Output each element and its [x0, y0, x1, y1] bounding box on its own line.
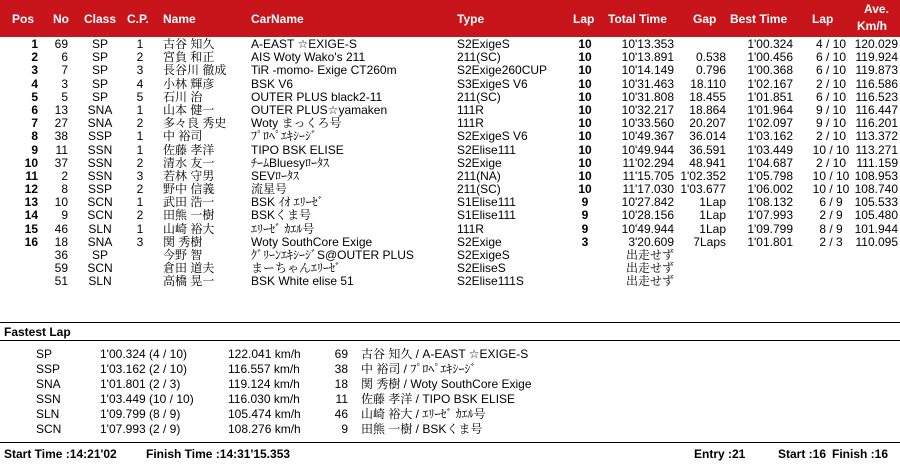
cell-total: 10'32.217: [621, 102, 674, 117]
cell-car: A-EAST ☆EXIGE-S: [251, 37, 357, 51]
header-name: Name: [163, 12, 196, 26]
cell-type: S2Elise111: [457, 142, 516, 157]
cell-car: SEVﾛｰﾀｽ: [251, 168, 300, 183]
table-row: [0, 236, 900, 249]
fl-time: 1'09.799 (8 / 9): [100, 407, 181, 421]
cell-class: SLN: [88, 274, 112, 289]
cell-total: 11'17.030: [622, 182, 674, 197]
cell-type: 111R: [457, 116, 484, 131]
fl-no: 9: [341, 422, 348, 436]
cell-gap: 1Lap: [699, 208, 726, 223]
cell-cp: 1: [136, 129, 144, 144]
cell-ave: 116.586: [855, 76, 898, 91]
fl-speed: 116.557 km/h: [228, 362, 300, 376]
cell-best: 1'05.798: [747, 168, 793, 183]
cell-total: 10'49.944: [621, 142, 674, 157]
cell-type: S1Elise111: [457, 195, 516, 210]
fl-class: SP: [36, 347, 53, 361]
cell-ave: 116.201: [855, 116, 898, 131]
finish-time: Finish Time :14:31'15.353: [146, 447, 291, 461]
cell-best: 1'01.801: [747, 234, 793, 249]
cell-best: 1'02.097: [747, 116, 793, 131]
cell-cp: 2: [136, 208, 144, 223]
cell-best-lap: 2 / 10: [815, 155, 847, 170]
footer-bar: [0, 443, 900, 465]
cell-no: 46: [54, 221, 68, 236]
table-row: [0, 209, 900, 222]
cell-pos: 4: [31, 76, 38, 91]
fastest-lap-row: [0, 407, 900, 422]
cell-class: SCN: [87, 261, 113, 276]
cell-class: SLN: [88, 221, 112, 236]
cell-best-lap: 4 / 10: [815, 37, 847, 51]
cell-ave: 113.271: [855, 142, 898, 157]
header-type: Type: [457, 12, 485, 26]
cell-name: 山崎 裕大: [163, 221, 215, 236]
cell-car: TiR -momo- Exige CT260m: [251, 63, 397, 78]
cell-class: SSP: [87, 182, 112, 197]
cell-ave: 105.480: [854, 208, 898, 223]
cell-cp: 5: [136, 89, 144, 104]
cell-best-lap: 10 / 10: [812, 168, 850, 183]
cell-best-lap: 6 / 10: [815, 63, 847, 78]
fastest-lap-row: [0, 392, 900, 407]
cell-ave: 111.159: [856, 155, 898, 170]
cell-total: 出走せず: [625, 261, 674, 276]
cell-name: 石川 治: [163, 89, 203, 104]
cell-type: S2ExigeS: [457, 37, 510, 51]
cell-no: 5: [61, 89, 68, 104]
cell-class: SP: [91, 63, 108, 78]
cell-no: 8: [61, 182, 68, 197]
cell-name: 武田 浩一: [163, 195, 215, 210]
cell-type: S2ExigeS: [457, 248, 510, 262]
fl-no: 38: [334, 362, 348, 376]
cell-cp: 1: [136, 37, 144, 51]
cell-lap: 9: [581, 221, 589, 236]
fl-speed: 105.474 km/h: [228, 407, 301, 421]
cell-car: ﾁｰﾑBluesyﾛｰﾀｽ: [251, 155, 330, 170]
cell-class: SP: [91, 248, 108, 262]
fl-class: SSP: [36, 362, 61, 376]
cell-ave: 108.953: [854, 168, 898, 183]
cell-car: ｴﾘｰｾﾞ ｶｴﾙ号: [251, 221, 315, 236]
fl-no: 46: [334, 407, 348, 421]
cell-cp: 3: [136, 63, 144, 78]
cell-total: 10'33.560: [621, 116, 674, 131]
cell-pos: 12: [24, 182, 38, 197]
cell-car: BSK White elise 51: [251, 274, 354, 289]
cell-lap: 3: [581, 234, 589, 249]
cell-best-lap: 2 / 3: [819, 234, 843, 249]
fastest-lap-table: [0, 340, 900, 443]
header-cp: C.P.: [127, 12, 149, 26]
table-row: [0, 275, 900, 288]
cell-class: SNA: [87, 116, 113, 131]
table-row: [0, 78, 900, 91]
cell-car: AIS Woty Wako's 211: [251, 50, 366, 65]
cell-gap: 7Laps: [693, 234, 726, 249]
cell-car: BSK ｲｵ ｴﾘｰｾﾞ: [251, 195, 324, 210]
cell-class: SP: [91, 89, 108, 104]
cell-pos: 14: [24, 208, 38, 223]
fl-driver: 佐藤 孝洋 / TIPO BSK ELISE: [361, 392, 516, 406]
cell-lap: 10: [578, 37, 592, 51]
cell-no: 7: [61, 63, 68, 78]
cell-type: S2Exige260CUP: [457, 63, 548, 78]
cell-lap: 10: [578, 142, 592, 157]
cell-class: SSP: [87, 129, 112, 144]
cell-name: 今野 智: [163, 248, 203, 262]
cell-total: 10'13.353: [621, 37, 674, 51]
header-class: Class: [84, 12, 117, 26]
cell-total: 3'20.609: [628, 234, 674, 249]
cell-car: BSK V6: [251, 76, 294, 91]
table-row: [0, 130, 900, 143]
fl-speed: 108.276 km/h: [228, 422, 301, 436]
cell-gap: 1Lap: [699, 195, 726, 210]
cell-class: SCN: [87, 208, 113, 223]
cell-type: S2Elise111S: [457, 274, 524, 289]
fl-driver: 関 秀樹 / Woty SouthCore Exige: [361, 377, 532, 391]
fl-driver: 古谷 知久 / A-EAST ☆EXIGE-S: [361, 347, 529, 361]
fl-time: 1'03.449 (10 / 10): [100, 392, 194, 406]
fl-time: 1'00.324 (4 / 10): [100, 347, 188, 361]
cell-name: 小林 輝彦: [163, 76, 215, 91]
cell-best-lap: 6 / 9: [819, 195, 843, 210]
cell-gap: 1Lap: [699, 221, 726, 236]
cell-no: 38: [54, 129, 68, 144]
cell-ave: 119.924: [855, 50, 898, 65]
cell-best-lap: 10 / 10: [812, 182, 850, 197]
cell-car: ﾌﾟﾛﾍﾟｴｷｼｰｼﾞ: [251, 129, 318, 144]
table-row: [0, 157, 900, 170]
cell-cp: 1: [136, 142, 144, 157]
cell-no: 27: [54, 116, 68, 131]
results-header-row: [0, 0, 900, 37]
cell-total: 10'27.842: [621, 195, 674, 210]
cell-car: 流星号: [251, 182, 288, 197]
fastest-lap-row: [0, 347, 900, 362]
cell-best-lap: 6 / 10: [815, 50, 847, 65]
cell-best: 1'00.324: [747, 37, 793, 51]
cell-best: 1'04.687: [747, 155, 793, 170]
cell-car: OUTER PLUS black2-11: [251, 89, 383, 104]
cell-gap: 18.455: [689, 89, 726, 104]
cell-name: 若林 守男: [163, 168, 215, 183]
cell-gap: 20.207: [689, 116, 726, 131]
cell-lap: 10: [578, 50, 592, 65]
cell-lap: 10: [578, 129, 592, 144]
table-row: [0, 64, 900, 77]
cell-best-lap: 10 / 10: [812, 142, 850, 157]
table-row: [0, 223, 900, 236]
cell-total: 11'02.294: [622, 155, 674, 170]
header-gap: Gap: [693, 12, 717, 26]
fl-no: 18: [334, 377, 348, 391]
cell-best-lap: 2 / 10: [815, 76, 847, 91]
cell-type: S2Exige: [457, 155, 502, 170]
cell-gap: 18.110: [690, 76, 726, 91]
cell-lap: 10: [578, 168, 592, 183]
fl-class: SSN: [36, 392, 61, 406]
cell-no: 18: [54, 234, 68, 249]
table-row: [0, 91, 900, 104]
cell-pos: 2: [31, 50, 38, 65]
cell-best: 1'08.132: [747, 195, 793, 210]
cell-total: 10'28.156: [621, 208, 674, 223]
cell-no: 69: [54, 37, 68, 51]
cell-no: 36: [54, 248, 68, 262]
cell-gap: 0.796: [695, 63, 726, 78]
cell-total: 10'13.891: [621, 50, 674, 65]
cell-no: 37: [54, 155, 68, 170]
cell-pos: 6: [31, 102, 38, 117]
cell-best: 1'03.162: [747, 129, 793, 144]
cell-type: 111R: [457, 221, 484, 236]
fl-speed: 122.041 km/h: [228, 347, 301, 361]
cell-total: 11'15.705: [622, 168, 674, 183]
cell-car: TIPO BSK ELISE: [251, 142, 344, 157]
cell-best-lap: 8 / 9: [819, 221, 843, 236]
cell-cp: 1: [136, 195, 144, 210]
cell-name: 佐藤 孝洋: [163, 142, 215, 157]
cell-name: 中 裕司: [163, 129, 203, 144]
cell-no: 6: [61, 50, 68, 65]
cell-total: 10'49.367: [621, 129, 674, 144]
cell-cp: 2: [136, 50, 144, 65]
fl-speed: 119.124 km/h: [228, 377, 300, 391]
cell-pos: 15: [24, 221, 38, 236]
header-pos: Pos: [12, 12, 35, 26]
fl-speed: 116.030 km/h: [228, 392, 300, 406]
cell-pos: 7: [31, 116, 38, 131]
cell-name: 清水 友一: [163, 155, 215, 170]
cell-car: ｸﾞﾘｰﾝｴｷｼｰｼﾞS@OUTER PLUS: [251, 248, 414, 262]
header-best-lap: Lap: [812, 12, 834, 26]
cell-cp: 1: [136, 221, 144, 236]
cell-type: 211(SC): [457, 50, 501, 65]
cell-total: 10'49.944: [621, 221, 674, 236]
header-no: No: [53, 12, 69, 26]
table-row: [0, 262, 900, 275]
cell-lap: 10: [578, 63, 592, 78]
cell-gap: 18.864: [689, 102, 726, 117]
cell-name: 高橋 晃一: [163, 274, 215, 289]
cell-ave: 113.372: [855, 129, 898, 144]
cell-pos: 13: [24, 195, 38, 210]
cell-best: 1'01.851: [747, 89, 793, 104]
cell-ave: 120.029: [854, 37, 898, 51]
cell-car: BSKくま号: [251, 208, 312, 223]
fl-no: 11: [335, 392, 348, 406]
cell-name: 関 秀樹: [163, 234, 203, 249]
cell-pos: 16: [24, 234, 38, 249]
cell-gap: 0.538: [695, 50, 726, 65]
cell-best-lap: 9 / 10: [815, 116, 847, 131]
fastest-lap-row: [0, 377, 900, 392]
cell-ave: 110.095: [855, 234, 898, 249]
cell-name: 田熊 一樹: [163, 208, 215, 223]
cell-type: 211(SC): [457, 182, 501, 197]
cell-pos: 8: [31, 129, 38, 144]
fl-driver: 中 裕司 / ﾌﾟﾛﾍﾟｴｷｼｰｼﾞ: [361, 362, 477, 376]
cell-best: 1'01.964: [747, 102, 793, 117]
fl-no: 69: [334, 347, 348, 361]
fl-class: SNA: [36, 377, 61, 391]
cell-name: 多々良 秀史: [163, 116, 227, 131]
cell-best: 1'07.993: [747, 208, 793, 223]
finish-count: Finish :16: [832, 447, 889, 461]
cell-name: 古谷 知久: [163, 37, 215, 51]
cell-no: 3: [61, 76, 68, 91]
cell-no: 59: [54, 261, 68, 276]
cell-type: S1Elise111: [457, 208, 516, 223]
entry-count: Entry :21: [694, 447, 746, 461]
cell-lap: 9: [581, 208, 589, 223]
start-time: Start Time :14:21'02: [4, 447, 117, 461]
cell-gap: 48.941: [689, 155, 726, 170]
cell-class: SNA: [87, 102, 113, 117]
results-table: [0, 38, 900, 289]
cell-no: 11: [55, 142, 68, 157]
cell-lap: 10: [578, 102, 592, 117]
cell-type: 111R: [457, 102, 484, 117]
cell-name: 野中 信義: [163, 182, 215, 197]
cell-lap: 10: [578, 182, 592, 197]
cell-pos: 9: [31, 142, 38, 157]
fl-time: 1'01.801 (2 / 3): [100, 377, 181, 391]
cell-lap: 10: [578, 155, 592, 170]
cell-lap: 10: [578, 76, 592, 91]
cell-gap: 1'03.677: [680, 182, 726, 197]
cell-total: 出走せず: [625, 274, 674, 289]
cell-cp: 1: [136, 102, 144, 117]
cell-car: Woty SouthCore Exige: [251, 234, 373, 249]
cell-pos: 10: [24, 155, 38, 170]
cell-no: 2: [61, 168, 68, 183]
cell-name: 倉田 道夫: [163, 261, 215, 276]
cell-type: S2Exige: [457, 234, 502, 249]
cell-best: 1'02.167: [747, 76, 793, 91]
cell-best-lap: 2 / 10: [815, 129, 847, 144]
cell-class: SP: [91, 37, 108, 51]
cell-best: 1'06.002: [747, 182, 793, 197]
cell-ave: 119.873: [855, 63, 898, 78]
cell-class: SSN: [87, 168, 113, 183]
cell-ave: 105.533: [854, 195, 898, 210]
fl-time: 1'07.993 (2 / 9): [100, 422, 181, 436]
cell-name: 山本 健一: [163, 102, 215, 117]
cell-class: SCN: [87, 195, 113, 210]
cell-best: 1'03.449: [747, 142, 793, 157]
cell-best-lap: 6 / 10: [815, 89, 847, 104]
header-lap: Lap: [573, 12, 595, 26]
cell-ave: 108.740: [854, 182, 898, 197]
table-row: [0, 144, 900, 157]
fl-driver: 山崎 裕大 / ｴﾘｰｾﾞ ｶｴﾙ号: [361, 407, 486, 421]
fl-class: SLN: [36, 407, 60, 421]
cell-lap: 10: [578, 116, 592, 131]
cell-class: SSN: [87, 142, 113, 157]
cell-name: 長谷川 徹成: [163, 63, 227, 78]
cell-cp: 3: [136, 234, 144, 249]
fl-driver: 田熊 一樹 / BSKくま号: [361, 422, 483, 436]
header-ave-line1: Ave.: [864, 2, 889, 16]
cell-type: 211(SC): [457, 89, 501, 104]
cell-class: SNA: [87, 234, 113, 249]
cell-name: 宮負 和正: [163, 50, 215, 65]
fastest-lap-row: [0, 362, 900, 377]
cell-best-lap: 9 / 10: [815, 102, 847, 117]
cell-gap: 36.591: [689, 142, 726, 157]
cell-total: 10'31.463: [621, 76, 674, 91]
cell-type: 211(NA): [457, 168, 501, 183]
cell-type: S2ExigeS V6: [457, 129, 528, 144]
header-total-time: Total Time: [608, 12, 667, 26]
cell-ave: 101.944: [854, 221, 898, 236]
cell-best: 1'00.456: [747, 50, 793, 65]
cell-cp: 2: [136, 182, 144, 197]
cell-cp: 4: [136, 76, 144, 91]
cell-cp: 2: [136, 155, 144, 170]
header-carname: CarName: [251, 12, 304, 26]
fl-class: SCN: [36, 422, 62, 436]
cell-no: 13: [54, 102, 68, 117]
cell-best-lap: 2 / 9: [819, 208, 843, 223]
cell-gap: 36.014: [689, 129, 726, 144]
cell-total: 10'31.808: [621, 89, 674, 104]
cell-type: S3ExigeS V6: [457, 76, 528, 91]
cell-class: SSN: [87, 155, 113, 170]
header-ave-line2: Km/h: [857, 19, 887, 33]
cell-cp: 3: [136, 168, 144, 183]
fl-time: 1'03.162 (2 / 10): [100, 362, 188, 376]
start-count: Start :16: [778, 447, 827, 461]
cell-no: 10: [54, 195, 68, 210]
cell-pos: 11: [25, 168, 38, 183]
cell-lap: 10: [578, 89, 592, 104]
cell-best: 1'09.799: [747, 221, 793, 236]
cell-best: 1'00.368: [747, 63, 793, 78]
cell-no: 9: [61, 208, 68, 223]
cell-pos: 1: [31, 37, 38, 51]
table-row: [0, 249, 900, 262]
cell-cp: 2: [136, 116, 144, 131]
cell-car: Woty まっくろ号: [251, 116, 342, 131]
cell-car: まーちゃんｴﾘｰｾﾞ: [251, 261, 342, 276]
cell-pos: 3: [31, 63, 38, 78]
header-best-time: Best Time: [730, 12, 788, 26]
cell-total: 10'14.149: [621, 63, 674, 78]
cell-pos: 5: [31, 89, 38, 104]
fastest-lap-row: [0, 422, 900, 437]
cell-lap: 9: [581, 195, 589, 210]
cell-gap: 1'02.352: [680, 168, 726, 183]
cell-no: 51: [54, 274, 68, 289]
cell-ave: 116.523: [855, 89, 898, 104]
cell-type: S2EliseS: [457, 261, 506, 276]
cell-car: OUTER PLUS☆yamaken: [251, 102, 388, 117]
cell-class: SP: [91, 76, 108, 91]
cell-total: 出走せず: [625, 248, 674, 262]
cell-ave: 116.447: [855, 102, 898, 117]
cell-class: SP: [91, 50, 108, 65]
fastest-lap-title: Fastest Lap: [0, 322, 900, 340]
